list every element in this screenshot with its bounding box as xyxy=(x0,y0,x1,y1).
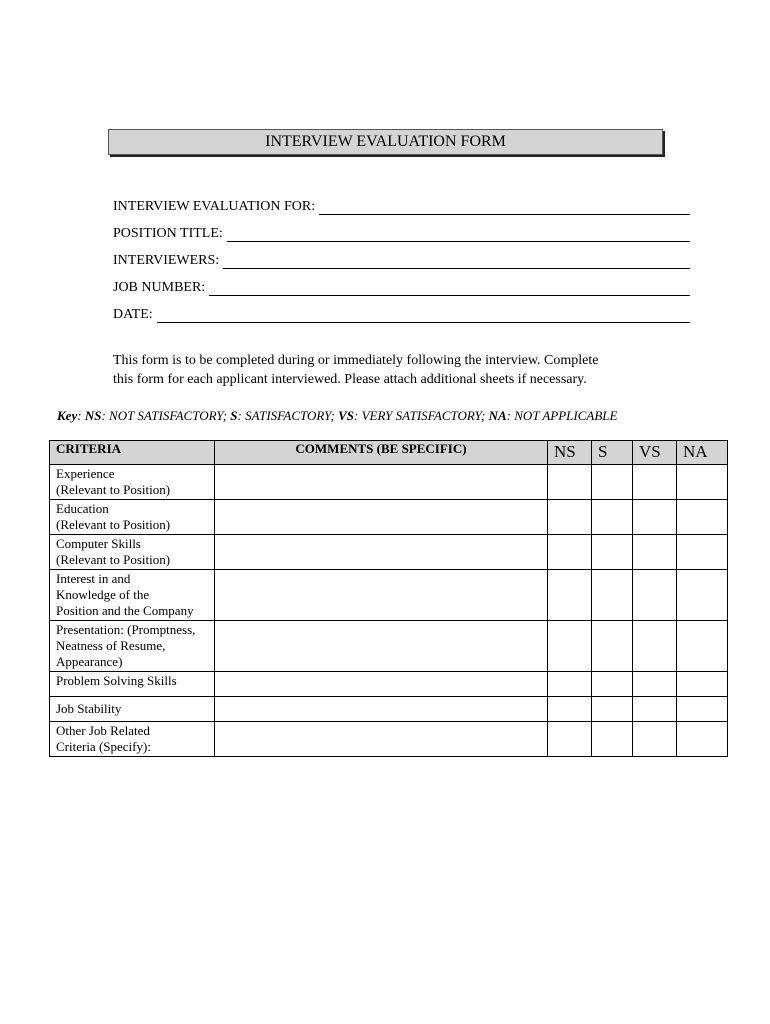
header-na: NA xyxy=(677,441,728,465)
s-cell[interactable] xyxy=(592,535,633,570)
comments-cell[interactable] xyxy=(215,697,548,722)
criteria-line: Job Stability xyxy=(56,701,122,716)
field-interview-evaluation-for xyxy=(113,197,690,215)
field-date xyxy=(113,305,690,323)
vs-cell[interactable] xyxy=(633,465,677,500)
key-code-ns: NS xyxy=(84,408,102,423)
criteria-line: Presentation: (Promptness, xyxy=(56,622,196,637)
ns-cell[interactable] xyxy=(548,465,592,500)
criteria-cell xyxy=(50,465,215,500)
criteria-line: Interest in and xyxy=(56,571,131,586)
s-cell[interactable] xyxy=(592,722,633,757)
criteria-line: Experience xyxy=(56,466,115,481)
field-label: INTERVIEW EVALUATION FOR: xyxy=(113,199,316,214)
field-job-number xyxy=(113,278,690,296)
key-label: Key xyxy=(57,408,78,423)
ns-cell[interactable] xyxy=(548,697,592,722)
rating-key: Key: NS: NOT SATISFACTORY; S: SATISFACTORY; VS: VERY SATISFACTORY; NA: NOT APPLICABLE xyxy=(57,408,618,423)
fill-in-line[interactable] xyxy=(227,229,690,242)
table-row xyxy=(50,500,728,535)
criteria-line: Computer Skills xyxy=(56,536,141,551)
field-label: POSITION TITLE: xyxy=(113,226,223,241)
ns-cell[interactable] xyxy=(548,535,592,570)
fill-in-line[interactable] xyxy=(157,310,690,323)
field-label: JOB NUMBER: xyxy=(113,280,206,295)
criteria-line: Education xyxy=(56,501,109,516)
fill-in-line[interactable] xyxy=(319,202,690,215)
comments-cell[interactable] xyxy=(215,535,548,570)
table-row xyxy=(50,672,728,697)
table-row xyxy=(50,570,728,621)
table-row xyxy=(50,465,728,500)
criteria-cell xyxy=(50,621,215,672)
criteria-line: Criteria (Specify): xyxy=(56,739,151,754)
table-row xyxy=(50,697,728,722)
comments-cell[interactable] xyxy=(215,672,548,697)
key-code-s: S xyxy=(230,408,238,423)
criteria-line: Knowledge of the xyxy=(56,587,150,602)
key-text-s: SATISFACTORY; xyxy=(245,408,335,423)
criteria-cell xyxy=(50,697,215,722)
comments-cell[interactable] xyxy=(215,621,548,672)
vs-cell[interactable] xyxy=(633,500,677,535)
na-cell[interactable] xyxy=(677,465,728,500)
header-ns: NS xyxy=(548,441,592,465)
fill-in-line[interactable] xyxy=(223,256,690,269)
s-cell[interactable] xyxy=(592,697,633,722)
field-position-title xyxy=(113,224,690,242)
na-cell[interactable] xyxy=(677,672,728,697)
criteria-line: Appearance) xyxy=(56,654,123,669)
criteria-line: Neatness of Resume, xyxy=(56,638,166,653)
na-cell[interactable] xyxy=(677,722,728,757)
criteria-cell xyxy=(50,722,215,757)
field-interviewers xyxy=(113,251,690,269)
comments-cell[interactable] xyxy=(215,570,548,621)
vs-cell[interactable] xyxy=(633,621,677,672)
table-header-row xyxy=(50,441,728,465)
vs-cell[interactable] xyxy=(633,672,677,697)
header-criteria: CRITERIA xyxy=(50,441,215,465)
criteria-line: Position and the Company xyxy=(56,603,194,618)
ns-cell[interactable] xyxy=(548,500,592,535)
vs-cell[interactable] xyxy=(633,722,677,757)
comments-cell[interactable] xyxy=(215,500,548,535)
s-cell[interactable] xyxy=(592,500,633,535)
ns-cell[interactable] xyxy=(548,621,592,672)
na-cell[interactable] xyxy=(677,500,728,535)
table-row xyxy=(50,722,728,757)
comments-cell[interactable] xyxy=(215,722,548,757)
table-row xyxy=(50,535,728,570)
header-vs: VS xyxy=(633,441,677,465)
na-cell[interactable] xyxy=(677,621,728,672)
comments-cell[interactable] xyxy=(215,465,548,500)
criteria-cell xyxy=(50,535,215,570)
key-code-na: NA xyxy=(488,408,507,423)
header-comments: COMMENTS (BE SPECIFIC) xyxy=(215,441,548,465)
criteria-line: (Relevant to Position) xyxy=(56,482,171,497)
ns-cell[interactable] xyxy=(548,672,592,697)
vs-cell[interactable] xyxy=(633,697,677,722)
field-label: DATE: xyxy=(113,307,153,322)
key-code-vs: VS xyxy=(338,408,354,423)
na-cell[interactable] xyxy=(677,697,728,722)
key-text-na: NOT APPLICABLE xyxy=(514,408,618,423)
evaluation-table xyxy=(49,440,728,757)
criteria-line: (Relevant to Position) xyxy=(56,517,171,532)
ns-cell[interactable] xyxy=(548,570,592,621)
key-text-vs: VERY SATISFACTORY; xyxy=(361,408,486,423)
s-cell[interactable] xyxy=(592,672,633,697)
na-cell[interactable] xyxy=(677,535,728,570)
fill-in-line[interactable] xyxy=(209,283,690,296)
criteria-line: Other Job Related xyxy=(56,723,150,738)
criteria-line: Problem Solving Skills xyxy=(56,673,177,688)
criteria-cell xyxy=(50,672,215,697)
na-cell[interactable] xyxy=(677,570,728,621)
table-row xyxy=(50,621,728,672)
header-s: S xyxy=(592,441,633,465)
vs-cell[interactable] xyxy=(633,570,677,621)
key-text-ns: NOT SATISFACTORY; xyxy=(109,408,228,423)
s-cell[interactable] xyxy=(592,570,633,621)
ns-cell[interactable] xyxy=(548,722,592,757)
instructions-line: This form is to be completed during or immediately following the interview. Complete xyxy=(113,353,599,368)
s-cell[interactable] xyxy=(592,465,633,500)
field-label: INTERVIEWERS: xyxy=(113,253,220,268)
s-cell[interactable] xyxy=(592,621,633,672)
criteria-cell xyxy=(50,570,215,621)
form-title: INTERVIEW EVALUATION FORM xyxy=(108,129,663,155)
vs-cell[interactable] xyxy=(633,535,677,570)
instructions xyxy=(113,351,673,389)
criteria-line: (Relevant to Position) xyxy=(56,552,171,567)
instructions-line: this form for each applicant interviewed. Please attach additional sheets if necessary. xyxy=(113,372,587,387)
criteria-cell xyxy=(50,500,215,535)
